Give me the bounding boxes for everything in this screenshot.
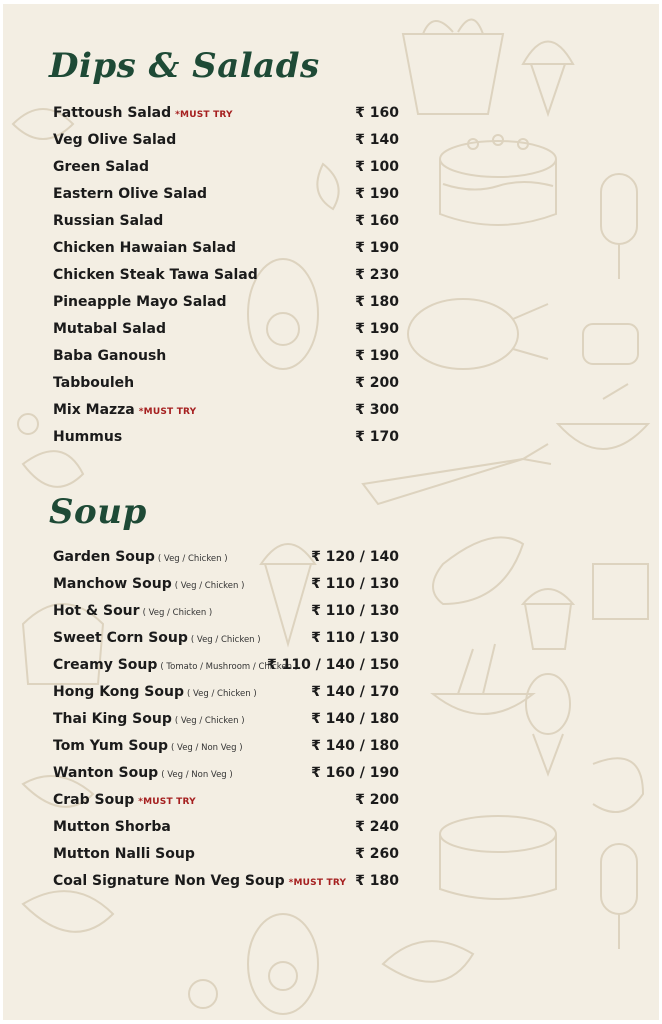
menu-item-label: [53, 654, 298, 678]
menu-item-label: [53, 816, 171, 838]
menu-item-name: Fattoush Salad: [53, 105, 172, 121]
menu-item-label: [53, 399, 196, 423]
menu-item-price: ₹ 160 / 190: [311, 765, 399, 781]
menu-item-price: ₹ 140 / 180: [311, 738, 399, 754]
menu-item: [53, 762, 399, 784]
menu-item: [53, 372, 399, 394]
menu-item: [53, 264, 399, 286]
menu-item: [53, 600, 399, 622]
menu-item-label: [53, 345, 166, 367]
menu-item-price: ₹ 160: [355, 105, 399, 121]
menu-item-label: [53, 210, 163, 232]
menu-item-label: [53, 264, 258, 286]
menu-item: [53, 708, 399, 730]
menu-item-name: Manchow Soup: [53, 576, 172, 592]
menu-item-name: Mutton Shorba: [53, 819, 171, 835]
menu-item-options: ( Veg / Non Veg ): [161, 770, 233, 780]
menu-item-price: ₹ 110 / 130: [311, 630, 399, 646]
menu-item-label: [53, 843, 195, 865]
menu-item-name: Hong Kong Soup: [53, 684, 184, 700]
menu-item-price: ₹ 110 / 130: [311, 603, 399, 619]
menu-item-price: ₹ 200: [355, 792, 399, 808]
menu-item-label: [53, 708, 245, 732]
menu-item: [53, 816, 399, 838]
menu-item-name: Sweet Corn Soup: [53, 630, 188, 646]
menu-item-name: Mutabal Salad: [53, 321, 166, 337]
menu-item-label: [53, 681, 257, 705]
menu-item-name: Tabbouleh: [53, 375, 135, 391]
menu-item-price: ₹ 230: [355, 267, 399, 283]
menu-item-label: [53, 546, 228, 570]
menu-item: [53, 426, 399, 448]
menu-item: [53, 546, 399, 568]
menu-item-price: ₹ 190: [355, 321, 399, 337]
menu-item-label: [53, 600, 212, 624]
menu-page: [3, 4, 659, 1020]
menu-item-label: [53, 789, 196, 813]
menu-item-name: Baba Ganoush: [53, 348, 167, 364]
menu-item-label: [53, 870, 346, 894]
menu-item-price: ₹ 190: [355, 186, 399, 202]
menu-item-name: Hot & Sour: [53, 603, 140, 619]
menu-item-name: Thai King Soup: [53, 711, 172, 727]
menu-item-price: ₹ 160: [355, 213, 399, 229]
section-title: Dips & Salads: [49, 46, 320, 86]
menu-item: [53, 654, 399, 676]
menu-item-name: Garden Soup: [53, 549, 155, 565]
menu-item-name: Hummus: [53, 429, 123, 445]
menu-item-price: ₹ 190: [355, 240, 399, 256]
menu-item-price: ₹ 200: [355, 375, 399, 391]
menu-item-name: Chicken Hawaian Salad: [53, 240, 237, 256]
menu-item-label: [53, 102, 233, 126]
menu-item: [53, 399, 399, 421]
menu-item: [53, 573, 399, 595]
menu-item-name: Veg Olive Salad: [53, 132, 177, 148]
menu-item: [53, 291, 399, 313]
menu-item: [53, 129, 399, 151]
menu-item-options: ( Veg / Non Veg ): [171, 743, 243, 753]
menu-item: [53, 237, 399, 259]
menu-item-price: ₹ 190: [355, 348, 399, 364]
menu-item-options: ( Veg / Chicken ): [174, 716, 245, 726]
menu-item: [53, 102, 399, 124]
menu-item-label: [53, 318, 166, 340]
menu-item-label: [53, 156, 149, 178]
menu-item: [53, 681, 399, 703]
menu-item-price: ₹ 120 / 140: [311, 549, 399, 565]
menu-item-name: Russian Salad: [53, 213, 164, 229]
menu-item-label: [53, 762, 233, 786]
menu-item-name: Coal Signature Non Veg Soup: [53, 873, 285, 889]
menu-item-name: Wanton Soup: [53, 765, 159, 781]
menu-item-name: Green Salad: [53, 159, 150, 175]
menu-item: [53, 210, 399, 232]
menu-item-options: ( Veg / Chicken ): [174, 581, 245, 591]
menu-item-price: ₹ 180: [355, 873, 399, 889]
menu-item-price: ₹ 180: [355, 294, 399, 310]
menu-item-label: [53, 735, 243, 759]
menu-item: [53, 345, 399, 367]
menu-item-label: [53, 372, 134, 394]
menu-item: [53, 318, 399, 340]
menu-item-price: ₹ 110 / 140 / 150: [266, 657, 399, 673]
menu-item-options: ( Veg / Chicken ): [186, 689, 257, 699]
menu-item-label: [53, 129, 176, 151]
menu-item-name: Chicken Steak Tawa Salad: [53, 267, 258, 283]
must-try-badge: *MUST TRY: [138, 407, 197, 417]
menu-item-price: ₹ 260: [355, 846, 399, 862]
menu-item-name: Crab Soup: [53, 792, 135, 808]
menu-item-label: [53, 627, 261, 651]
must-try-badge: *MUST TRY: [175, 110, 233, 120]
menu-item-price: ₹ 140: [355, 132, 399, 148]
menu-item-price: ₹ 140 / 180: [311, 711, 399, 727]
menu-item: [53, 735, 399, 757]
menu-item-name: Mutton Nalli Soup: [53, 846, 195, 862]
menu-item: [53, 870, 399, 892]
menu-item-price: ₹ 240: [355, 819, 399, 835]
menu-item-price: ₹ 100: [355, 159, 399, 175]
menu-item-options: ( Veg / Chicken ): [142, 608, 213, 618]
menu-item-price: ₹ 110 / 130: [311, 576, 399, 592]
menu-item-options: ( Tomato / Mushroom / Chicken ): [160, 662, 299, 672]
menu-item-name: Pineapple Mayo Salad: [53, 294, 227, 310]
menu-item-name: Eastern Olive Salad: [53, 186, 208, 202]
menu-item-name: Mix Mazza: [53, 402, 135, 418]
must-try-badge: *MUST TRY: [288, 878, 347, 888]
menu-item-name: Tom Yum Soup: [53, 738, 169, 754]
menu-item-options: ( Veg / Chicken ): [190, 635, 261, 645]
menu-item-label: [53, 573, 244, 597]
must-try-badge: *MUST TRY: [138, 797, 196, 807]
menu-item-label: [53, 426, 122, 448]
menu-content: [3, 4, 659, 1020]
menu-item-price: ₹ 140 / 170: [311, 684, 399, 700]
menu-item-name: Creamy Soup: [53, 657, 158, 673]
menu-item-price: ₹ 300: [355, 402, 399, 418]
menu-item-label: [53, 291, 227, 313]
menu-item: [53, 627, 399, 649]
menu-item-label: [53, 237, 236, 259]
menu-item: [53, 843, 399, 865]
menu-item-options: ( Veg / Chicken ): [157, 554, 228, 564]
menu-item-label: [53, 183, 207, 205]
section-title: Soup: [49, 492, 147, 532]
menu-item: [53, 156, 399, 178]
menu-item: [53, 183, 399, 205]
menu-item: [53, 789, 399, 811]
menu-item-price: ₹ 170: [355, 429, 399, 445]
